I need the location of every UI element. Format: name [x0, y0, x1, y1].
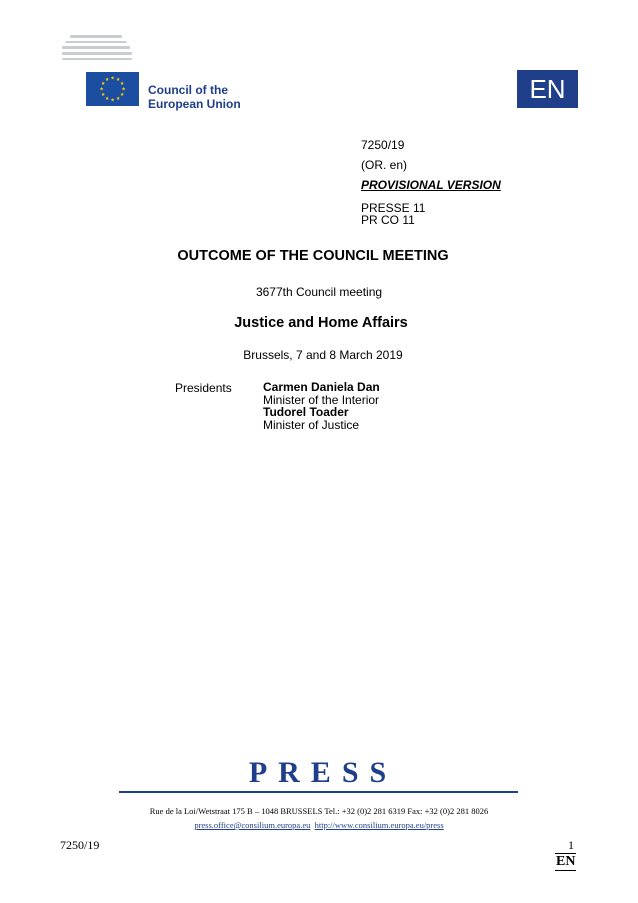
flag-star-icon: ★: [119, 93, 125, 99]
council-configuration: Justice and Home Affairs: [234, 315, 408, 331]
press-banner: PRESS: [248, 756, 398, 789]
flag-star-icon: ★: [100, 82, 106, 88]
president-1-name: Carmen Daniela Dan: [263, 380, 380, 394]
press-url-link[interactable]: http://www.consilium.europa.eu/press: [314, 820, 444, 830]
meeting-number: 3677th Council meeting: [255, 285, 383, 299]
press-contact-links: [0, 820, 638, 830]
footer-document-number: 7250/19: [60, 838, 100, 852]
flag-star-icon: ★: [104, 97, 110, 103]
presidents-list: [263, 381, 380, 431]
presidents-label: Presidents: [175, 381, 232, 395]
flag-star-icon: ★: [104, 78, 110, 84]
provisional-version-label: PROVISIONAL VERSION: [361, 178, 501, 192]
president-1-role: Minister of the Interior: [263, 392, 380, 407]
press-address: Rue de la Loi/Wetstraat 175 B – 1048 BRUSSELS Tel.: +32 (0)2 281 6319 Fax: +32 (0)2 281 8026: [149, 806, 489, 816]
flag-star-icon: ★: [100, 93, 106, 99]
org-line-1: Council of the: [148, 83, 228, 97]
flag-star-icon: ★: [119, 82, 125, 88]
eu-flag-icon: [86, 72, 139, 106]
flag-star-icon: ★: [121, 87, 126, 93]
document-number: 7250/19: [361, 138, 405, 152]
flag-star-icon: ★: [110, 98, 115, 104]
original-language: (OR. en): [361, 158, 408, 172]
flag-star-icon: ★: [110, 76, 115, 82]
organisation-name: [148, 83, 241, 111]
press-divider: [119, 791, 518, 793]
press-email-link[interactable]: press.office@consilium.europa.eu: [194, 820, 311, 830]
footer-page-number: 1: [568, 838, 574, 852]
council-logo-lines: [62, 35, 132, 63]
president-2-name: Tudorel Toader: [263, 405, 349, 419]
language-badge: EN: [517, 70, 578, 108]
flag-star-icon: ★: [115, 78, 121, 84]
president-2-role: Minister of Justice: [263, 417, 360, 432]
prco-number: PR CO 11: [361, 213, 415, 227]
flag-star-icon: ★: [99, 87, 104, 93]
flag-star-icon: ★: [115, 97, 121, 103]
presse-number: PRESSE 11: [361, 201, 426, 215]
place-date: Brussels, 7 and 8 March 2019: [243, 348, 403, 362]
page-title: OUTCOME OF THE COUNCIL MEETING: [177, 248, 449, 264]
org-line-2: European Union: [148, 97, 241, 111]
footer-language: EN: [556, 854, 576, 869]
